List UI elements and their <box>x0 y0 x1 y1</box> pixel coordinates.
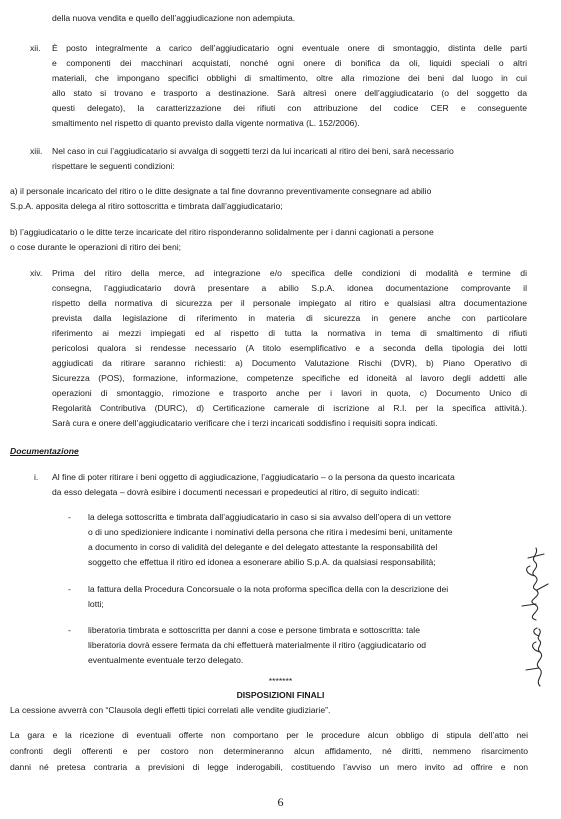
item-number-xiv: xiv. <box>30 268 43 278</box>
item-i-line: da esso delegata – dovrà esibire i documenti necessari e propedeutici al ritiro, di seguito indicati: <box>52 487 420 497</box>
page-number: 6 <box>277 795 284 809</box>
bullet-2-line: lotti; <box>88 599 104 609</box>
bullet-3-line: eventualmente eventuale terzo delegato. <box>88 655 244 665</box>
section-heading-documentazione: Documentazione <box>10 446 79 456</box>
item-xiii-line: rispettare le seguenti condizioni: <box>52 161 175 171</box>
item-number-i: i. <box>34 472 39 482</box>
item-xii-line: È posto integralmente a carico dell’aggiudicatario ogni eventuale onere di smontaggio, distinta delle parti <box>52 43 527 53</box>
handwritten-signature <box>506 540 558 690</box>
bullet-dash: - <box>68 512 71 522</box>
item-number-xiii: xiii. <box>30 146 43 156</box>
item-xiv-line: operazioni di smontaggio, rimozione e trasporto anche per i lavori in quota, c) Documento Unico di <box>52 388 527 398</box>
finali-intro-line: La cessione avverrà con “Clausola degli effetti tipici correlati alle vendite giudiziarie”. <box>10 705 331 715</box>
item-xii-line: materiali, che impongano specifici obblighi di smaltimento, oltre alla rimozione dei beni dal luogo in cui <box>52 73 527 83</box>
bullet-1-line: a documento in corso di validità del delegante e del delegato attestante la responsabilità del <box>88 542 438 552</box>
bullet-1-line: la delega sottoscritta e timbrata dall’aggiudicatario in caso si sia avvalso dell’opera di un vettore <box>88 512 452 522</box>
item-xiii-line: Nel caso in cui l’aggiudicatario si avvalga di soggetti terzi da lui incaricati al ritiro dei beni, sarà necessario <box>52 146 454 156</box>
item-xiv-line: Regolarità Contributiva (DURC), d) Certificazione camerale di iscrizione al R.I. per la specifica attività.). <box>52 403 527 413</box>
section-title-disposizioni-finali: DISPOSIZIONI FINALI <box>236 690 325 700</box>
finali-paragraph-line: confronti degli offerenti e per costoro non determineranno alcun affidamento, né diritti, nemmeno risarcimento <box>10 746 528 756</box>
item-xiv-line: consegna, l’aggiudicatario dovrà presentare a abilio S.p.A. idonea documentazione comprovante il <box>52 283 527 293</box>
item-xiv-line: prevista dalla legislazione di riferimento in materia di sicurezza in genere anche con particolare <box>52 313 527 323</box>
item-number-xii: xii. <box>30 43 41 53</box>
bullet-2-line: la fattura della Procedura Concorsuale o la nota proforma specifica della con la descrizione dei <box>88 584 449 594</box>
item-xii-line: allo stato si trovano e trasporto a destinazione. Sarà altresì onere dell’aggiudicatario (o del soggetto da <box>52 88 527 98</box>
bullet-3-line: liberatoria timbrata e sottoscritta per danni a cose e persone timbrata e sottoscritta: tale <box>88 625 420 635</box>
item-xii-line: e componenti dei macchinari acquistati, nonché ogni onere di bonifica da oli, liquidi speciali o altri <box>52 58 527 68</box>
bullet-dash: - <box>68 625 71 635</box>
bullet-1-line: o di uno spedizioniere indicante i nominativi della persona che ritira i medesimi beni, unitamente <box>88 527 453 537</box>
item-xii-line: questi delegato), la caratterizzazione dei rifiuti con attribuzione del codice CER e conseguente <box>52 103 527 113</box>
condition-b-line: o cose durante le operazioni di ritiro dei beni; <box>10 242 182 252</box>
item-xiv-line: aggiudicati da ritirare saranno richiesti: a) Documento Valutazione Rischi (DVR), b) Piano Operativo di <box>52 358 527 368</box>
item-xiv-line: rispetto della normativa di sicurezza per il personale impiegato al ritiro e qualsiasi altra documentazione <box>52 298 527 308</box>
bullet-1-line: soggetto che effettua il ritiro ed idonea a esonerare abilio S.p.A. da qualsiasi responsabilità; <box>88 557 436 567</box>
finali-paragraph-line: La gara e la ricezione di eventuali offerte non comportano per le procedure alcun obbligo di stipula dell’atto nei <box>10 730 528 740</box>
bullet-3-line: liberatoria dovrà essere fermata da chi effettuerà materialmente il ritiro (aggiudicatario od <box>88 640 427 650</box>
condition-b-line: b) l’aggiudicatario o le ditte terze incaricate del ritiro risponderanno solidalmente per i danni cagionati a persone <box>10 227 434 237</box>
section-separator-stars: ******* <box>268 676 293 686</box>
item-xiv-line: Sarà cura e onere dell’aggiudicatario verificare che i terzi incaricati soddisfino i requisiti sopra indicati. <box>52 418 438 428</box>
item-xiv-line: pericolosi qualora si rendesse necessario (A titolo esemplificativo e a seconda della tipologia dei lotti <box>52 343 527 353</box>
condition-a-line: a) il personale incaricato del ritiro o le ditte designate a tal fine dovranno preventivamente consegnare ad abilio <box>10 186 432 196</box>
item-i-line: Al fine di poter ritirare i beni oggetto di aggiudicazione, l’aggiudicatario – o la persona da questo incaricata <box>52 472 455 482</box>
item-xii-line: smaltimento nel rispetto di quanto previsto dalla vigente normativa (L. 152/2006). <box>52 118 360 128</box>
continuation-line: della nuova vendita e quello dell’aggiudicazione non adempiuta. <box>52 13 296 23</box>
finali-paragraph-line: danni né pretesa contraria a previsioni di legge inderogabili, costituendo l’avviso un mero invito ad offrire e non <box>10 762 528 772</box>
bullet-dash: - <box>68 584 71 594</box>
condition-a-line: S.p.A. apposita delega al ritiro sottoscritta e timbrata dall’aggiudicatario; <box>10 201 283 211</box>
item-xiv-line: riferimento ai mezzi impiegati ed al rispetto di tutta la normativa in tema di smaltimento di rifiuti <box>52 328 527 338</box>
item-xiv-line: Sicurezza (POS), formazione, informazione, competenze specifiche ed idoneità al lavoro degli addetti alle <box>52 373 527 383</box>
item-xiv-line: Prima del ritiro della merce, ad integrazione e/o specifica delle condizioni di modalità e termine di <box>52 268 527 278</box>
